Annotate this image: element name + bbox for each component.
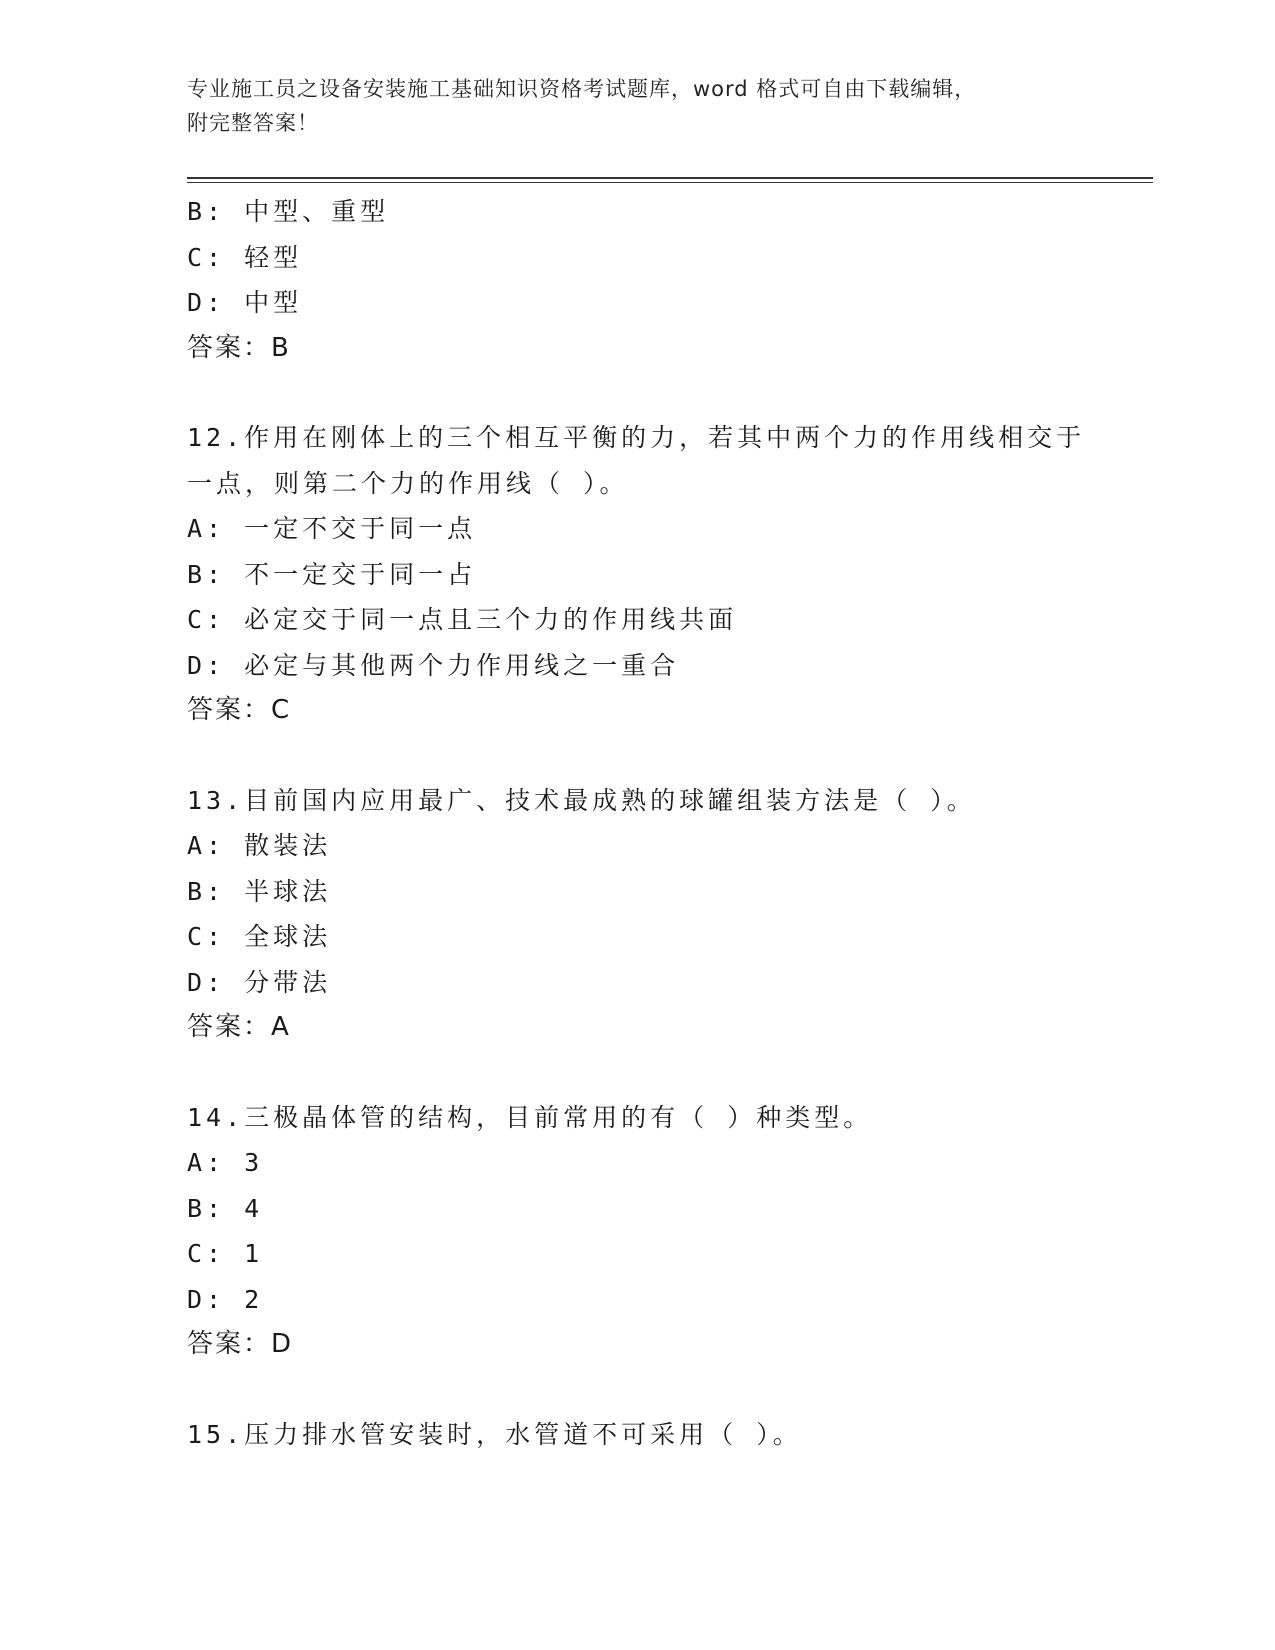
option-b bbox=[187, 552, 1153, 598]
option-d bbox=[187, 1277, 1153, 1323]
question-12 bbox=[187, 415, 1153, 734]
option-text: 中型、重型 bbox=[244, 197, 390, 226]
option-label: C: bbox=[187, 242, 226, 272]
document-header bbox=[187, 72, 1087, 140]
option-text: 不一定交于同一占 bbox=[244, 559, 477, 589]
option-a bbox=[187, 1140, 1153, 1186]
header-line-1: 专业施工员之设备安装施工基础知识资格考试题库，word 格式可自由下载编辑， bbox=[187, 77, 977, 101]
answer: 答案：B bbox=[187, 332, 291, 363]
option-d bbox=[187, 960, 1153, 1006]
option-label: B: bbox=[187, 1193, 226, 1223]
option-a bbox=[187, 506, 1153, 552]
option-text: 中型 bbox=[244, 288, 303, 317]
option-d bbox=[187, 280, 1153, 326]
option-label: C: bbox=[187, 922, 226, 951]
option-text: 3 bbox=[244, 1148, 264, 1177]
option-text: 全球法 bbox=[244, 922, 332, 951]
option-b bbox=[187, 869, 1153, 915]
option-text: 半球法 bbox=[244, 876, 332, 906]
option-b bbox=[187, 1186, 1153, 1232]
question-stem: 12.作用在刚体上的三个相互平衡的力，若其中两个力的作用线相交于 bbox=[187, 423, 1086, 452]
option-text: 分带法 bbox=[244, 967, 332, 997]
option-label: D: bbox=[187, 967, 226, 997]
option-text: 1 bbox=[244, 1239, 264, 1268]
option-text: 一定不交于同一点 bbox=[244, 514, 477, 543]
question-stem: 13.目前国内应用最广、技术最成熟的球罐组装方法是（ ）。 bbox=[187, 785, 976, 815]
answer: 答案：D bbox=[187, 1329, 294, 1359]
question-stem: 14.三极晶体管的结构，目前常用的有（ ）种类型。 bbox=[187, 1102, 873, 1132]
spacer bbox=[187, 1368, 1153, 1412]
option-text: 2 bbox=[244, 1284, 264, 1314]
option-text: 散装法 bbox=[244, 831, 332, 860]
option-label: D: bbox=[187, 1284, 226, 1314]
header-rule-thick bbox=[187, 177, 1153, 179]
spacer bbox=[187, 1051, 1153, 1095]
question-stem: 15.压力排水管安装时，水管道不可采用（ ）。 bbox=[187, 1419, 802, 1449]
question-stem-cont: 一点，则第二个力的作用线（ ）。 bbox=[187, 468, 629, 498]
option-c bbox=[187, 1231, 1153, 1277]
question-11 bbox=[187, 189, 1153, 371]
option-c bbox=[187, 235, 1153, 281]
question-15 bbox=[187, 1412, 1153, 1458]
spacer bbox=[187, 371, 1153, 415]
header-rule-thin bbox=[187, 182, 1153, 183]
spacer bbox=[187, 734, 1153, 778]
answer: 答案：A bbox=[187, 1012, 291, 1042]
question-14 bbox=[187, 1095, 1153, 1368]
option-label: C: bbox=[187, 605, 226, 634]
option-label: B: bbox=[187, 197, 226, 226]
option-label: A: bbox=[187, 831, 226, 860]
question-list bbox=[187, 189, 1153, 1457]
option-label: B: bbox=[187, 559, 226, 589]
option-c bbox=[187, 914, 1153, 960]
option-c bbox=[187, 597, 1153, 643]
option-b bbox=[187, 189, 1153, 235]
option-text: 必定交于同一点且三个力的作用线共面 bbox=[244, 605, 738, 634]
option-d bbox=[187, 643, 1153, 689]
option-label: C: bbox=[187, 1239, 226, 1268]
header-line-2: 附完整答案！ bbox=[187, 111, 319, 135]
option-text: 轻型 bbox=[244, 242, 303, 272]
option-label: A: bbox=[187, 1148, 226, 1177]
option-text: 4 bbox=[244, 1193, 264, 1223]
option-label: D: bbox=[187, 288, 226, 317]
option-label: A: bbox=[187, 514, 226, 543]
question-13 bbox=[187, 778, 1153, 1051]
option-label: B: bbox=[187, 876, 226, 906]
answer: 答案：C bbox=[187, 695, 292, 725]
option-a bbox=[187, 823, 1153, 869]
option-label: D: bbox=[187, 650, 226, 680]
option-text: 必定与其他两个力作用线之一重合 bbox=[244, 650, 680, 680]
